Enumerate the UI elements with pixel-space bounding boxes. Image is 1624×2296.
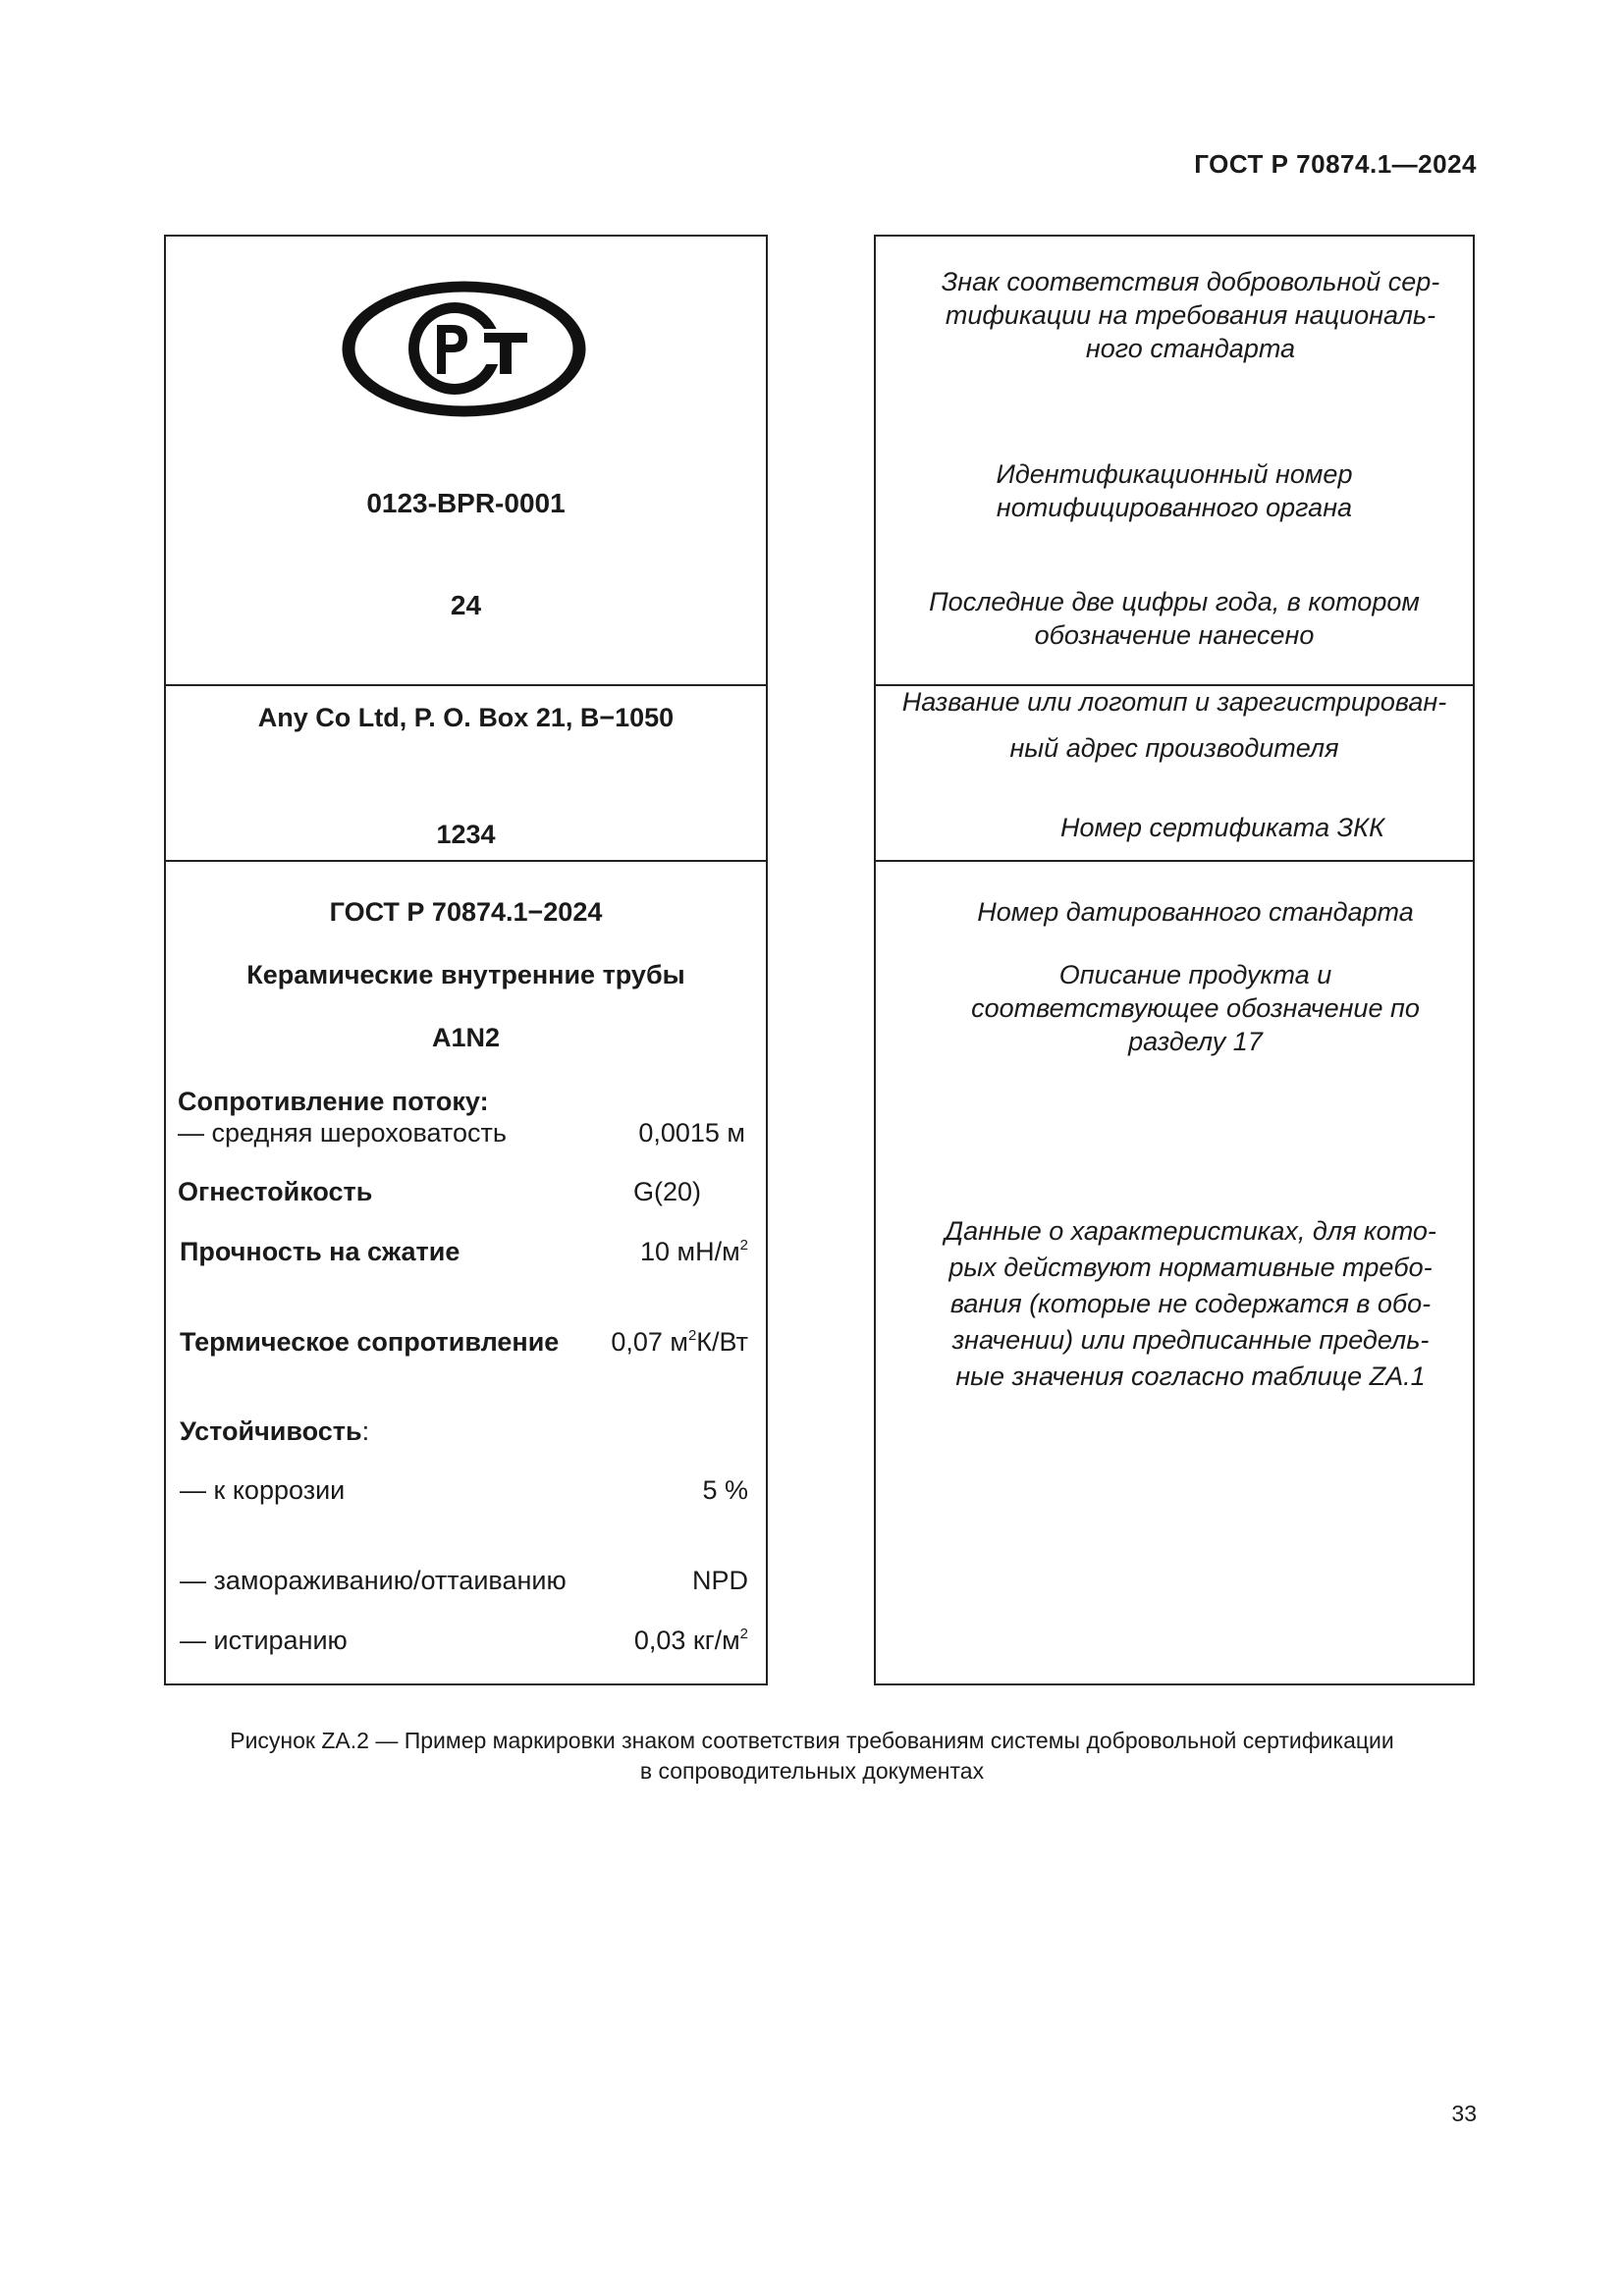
divider: [164, 684, 768, 686]
roughness-label: — средняя шероховатость: [178, 1118, 507, 1148]
product-description: Описание продукта и соответствующее обозначение по разделу 17: [971, 960, 1420, 1056]
year-digits: 24: [450, 590, 482, 620]
product-designation: A1N2: [431, 1023, 501, 1052]
manufacturer-address: Any Co Ltd, P. O. Box 21, B−1050: [257, 703, 675, 732]
corrosion-label: — к коррозии: [180, 1475, 346, 1505]
year-description: Последние две цифры года, в котором обозначение нанесено: [929, 587, 1420, 650]
id-number-description: Идентификационный номер нотифицированного органа: [996, 459, 1353, 522]
standard-number: ГОСТ Р 70874.1−2024: [329, 897, 603, 927]
notified-body-id: 0123-BPR-0001: [366, 488, 566, 518]
fire-resistance-label: Огнестойкость: [178, 1177, 373, 1206]
thermal-resistance-value: 0,07 $м^2К/Вт$: [611, 1327, 748, 1357]
fire-resistance-value: G(20): [633, 1177, 702, 1206]
compressive-strength-value: 10 $мН/м^2$: [639, 1237, 748, 1266]
compressive-strength-label: Прочность на сжатие: [180, 1237, 460, 1266]
abrasion-label: — истиранию: [180, 1626, 348, 1655]
standard-description: Номер датированного стандарта: [977, 897, 1414, 927]
mark-description: Знак соответствия добровольной сер- тификации на требования националь- ного стандарта: [941, 267, 1440, 363]
performance-description: Данные о характеристиках, для кото- рых действуют нормативные требо- вания (которые не содержатся в обо- значении) или предписанные предель- ные значения согласно таблице ZA.1: [945, 1216, 1436, 1391]
document-header: ГОСТ Р 70874.1—2024: [1194, 149, 1477, 179]
durability-label: Устойчивость:: [180, 1416, 370, 1446]
roughness-value: 0,0015 м: [638, 1118, 745, 1148]
divider: [164, 860, 768, 862]
abrasion-value: 0,03 $кг/м^2$: [633, 1626, 748, 1655]
corrosion-value: 5 %: [702, 1475, 748, 1505]
freeze-thaw-label: — замораживанию/оттаиванию: [180, 1566, 567, 1595]
manufacturer-description-line2: ный адрес производителя: [1009, 733, 1339, 763]
flow-resistance-label: Сопротивление потоку:: [178, 1087, 489, 1116]
manufacturer-description-line1: Название или логотип и зарегистрирован-: [901, 687, 1447, 717]
thermal-resistance-label: Термическое сопротивление: [180, 1327, 560, 1357]
product-name: Керамические внутренние трубы: [246, 960, 685, 989]
rst-conformity-mark-logo: [339, 278, 589, 420]
certificate-description: Номер сертификата ЗКК: [1059, 813, 1385, 842]
certificate-number: 1234: [436, 820, 496, 849]
page-number: 33: [1451, 2101, 1477, 2126]
freeze-thaw-value: NPD: [691, 1566, 748, 1595]
divider: [874, 860, 1475, 862]
figure-caption: Рисунок ZA.2 — Пример маркировки знаком соответствия требованиям системы добровольной сертификации в сопроводительных документах: [230, 1728, 1394, 1784]
